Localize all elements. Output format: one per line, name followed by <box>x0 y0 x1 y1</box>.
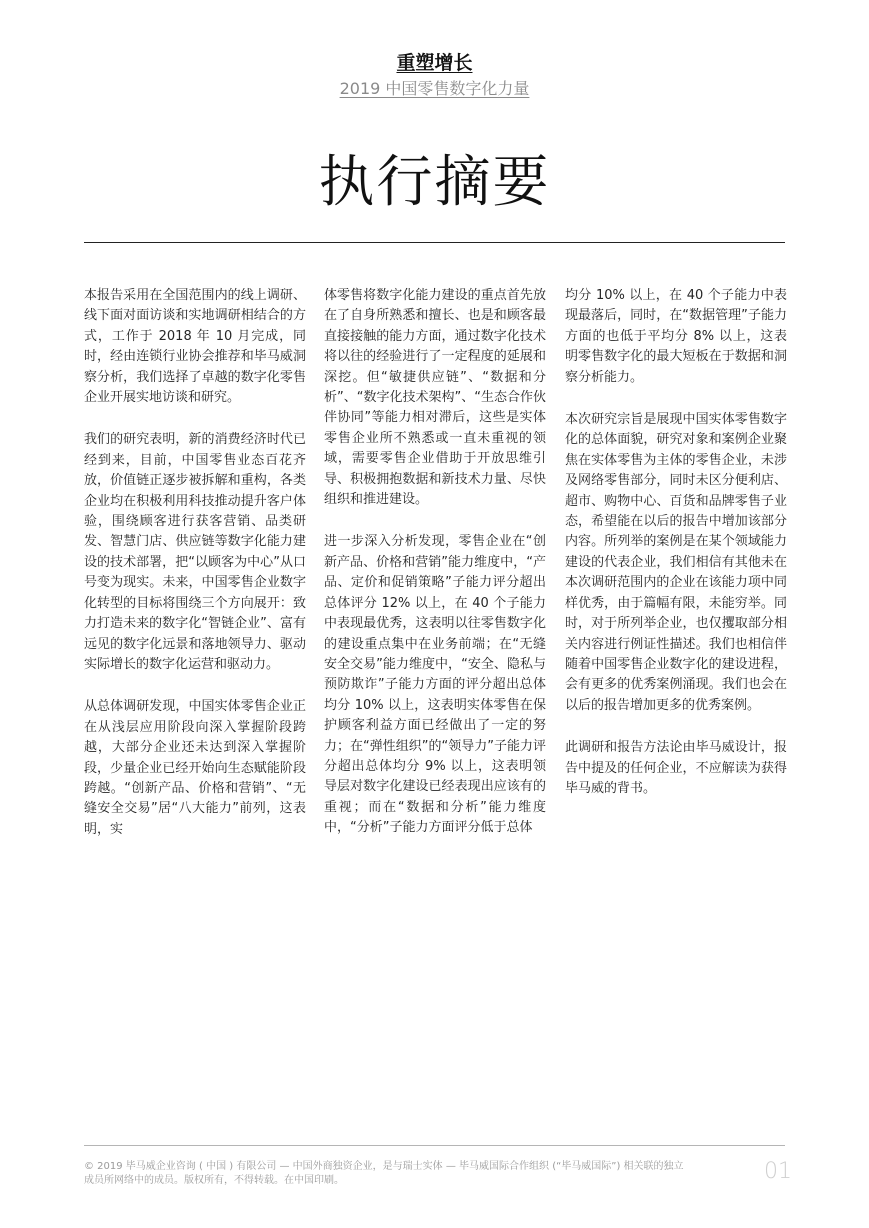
paragraph: 均分 10% 以上，在 40 个子能力中表现最落后，同时，在“数据管理”子能力方面的也低于平均分 8% 以上，这表明零售数字化的最大短板在于数据和洞察分析能力。 <box>565 288 787 385</box>
footer-line-2: 成员所网络中的成员。版权所有，不得转载。在中国印刷。 <box>84 1175 344 1186</box>
paragraph: 从总体调研发现，中国实体零售企业正在从浅层应用阶段向深入掌握阶段跨越，大部分企业还未达到深入掌握阶段，少量企业已经开始向生态赋能阶段跨越。“创新产品、价格和营销”、“无缝安全交易”居“八大能力”前列，这表明，实 <box>84 699 306 837</box>
report-subtitle: 2019 中国零售数字化力量 <box>339 79 530 98</box>
paragraph: 此调研和报告方法论由毕马威设计，报告中提及的任何企业，不应解读为获得毕马威的背书。 <box>565 740 787 796</box>
footer-line-1: © 2019 毕马威企业咨询 ( 中国 ) 有限公司 — 中国外商独资企业，是与瑞士实体 — 毕马威国际合作组织 (“毕马威国际”) 相关联的独立 <box>84 1161 684 1172</box>
report-header <box>0 50 869 100</box>
body-columns <box>84 286 785 916</box>
heading-divider <box>84 242 785 243</box>
report-title: 重塑增长 <box>396 52 473 74</box>
paragraph: 进一步深入分析发现，零售企业在“创新产品、价格和营销”能力维度中，“产品、定价和促销策略”子能力评分超出总体评分 12% 以上，在 40 个子能力中表现最优秀，这表明以往零售数字化的建设重点集中在业务前端；在“无缝安全交易”能力维度中，“安全、隐私与预防欺诈”子能力方面的评分超出总体均分 10% 以上，这表明实体零售在保护顾客利益方面已经做出了一定的努力；在“弹性组织”的“领导力”子能力评分超出总体均分 9% 以上，这表明领导层对数字化建设已经表现出应该有的重视；而在“数据和分析”能力维度中，“分析”子能力方面评分低于总体 <box>324 534 546 836</box>
page-heading: 执行摘要 <box>318 150 551 215</box>
paragraph: 本次研究宗旨是展现中国实体零售数字化的总体面貌，研究对象和案例企业聚焦在实体零售为主体的零售企业，未涉及网络零售部分，同时未区分便利店、超市、购物中心、百货和品牌零售子业态，希望能在以后的报告中增加该部分内容。所列举的案例是在某个领域能力建设的代表企业，我们相信有其他未在本次调研范围内的企业在该能力项中同样优秀，由于篇幅有限，未能穷举。同时，对于所列举企业，也仅攫取部分相关内容进行例证性描述。我们也相信伴随着中国零售企业数字化的建设进程，会有更多的优秀案例涌现。我们也会在以后的报告增加更多的优秀案例。 <box>565 412 787 713</box>
paragraph: 体零售将数字化能力建设的重点首先放在了自身所熟悉和擅长、也是和顾客最直接接触的能力方面，通过数字化技术将以往的经验进行了一定程度的延展和深挖。但“敏捷供应链”、“数据和分析”、“数字化技术架构”、“生态合作伙伴协同”等能力相对滞后，这些是实体零售企业所不熟悉或一直未重视的领域，需要零售企业借助于开放思维引导、积极拥抱数据和新技术力量、尽快组织和推进建设。 <box>324 288 546 508</box>
text-column-3 <box>565 286 787 821</box>
paragraph: 我们的研究表明，新的消费经济时代已经到来，目前，中国零售业态百花齐放，价值链正逐步被拆解和重构，各类企业均在积极利用科技推动提升客户体验，围绕顾客进行获客营销、品类研发、智慧门店、供应链等数字化能力建设的技术部署，把“以顾客为中心”从口号变为现实。未来，中国零售企业数字化转型的目标将围绕三个方向展开：致力打造未来的数字化“智链企业”、富有远见的数字化远景和落地领导力、驱动实际增长的数字化运营和驱动力。 <box>84 432 306 672</box>
text-column-2 <box>324 286 546 861</box>
page-number: 01 <box>764 1159 792 1184</box>
paragraph: 本报告采用在全国范围内的线上调研、线下面对面访谈和实地调研相结合的方式，工作于 2018 年 10 月完成，同时，经由连锁行业协会推荐和毕马威洞察分析，我们选择了卓越的数字化零售企业开展实地访谈和研究。 <box>84 288 306 406</box>
footer-copyright <box>84 1160 734 1188</box>
footer-divider <box>84 1145 785 1146</box>
text-column-1 <box>84 286 306 862</box>
